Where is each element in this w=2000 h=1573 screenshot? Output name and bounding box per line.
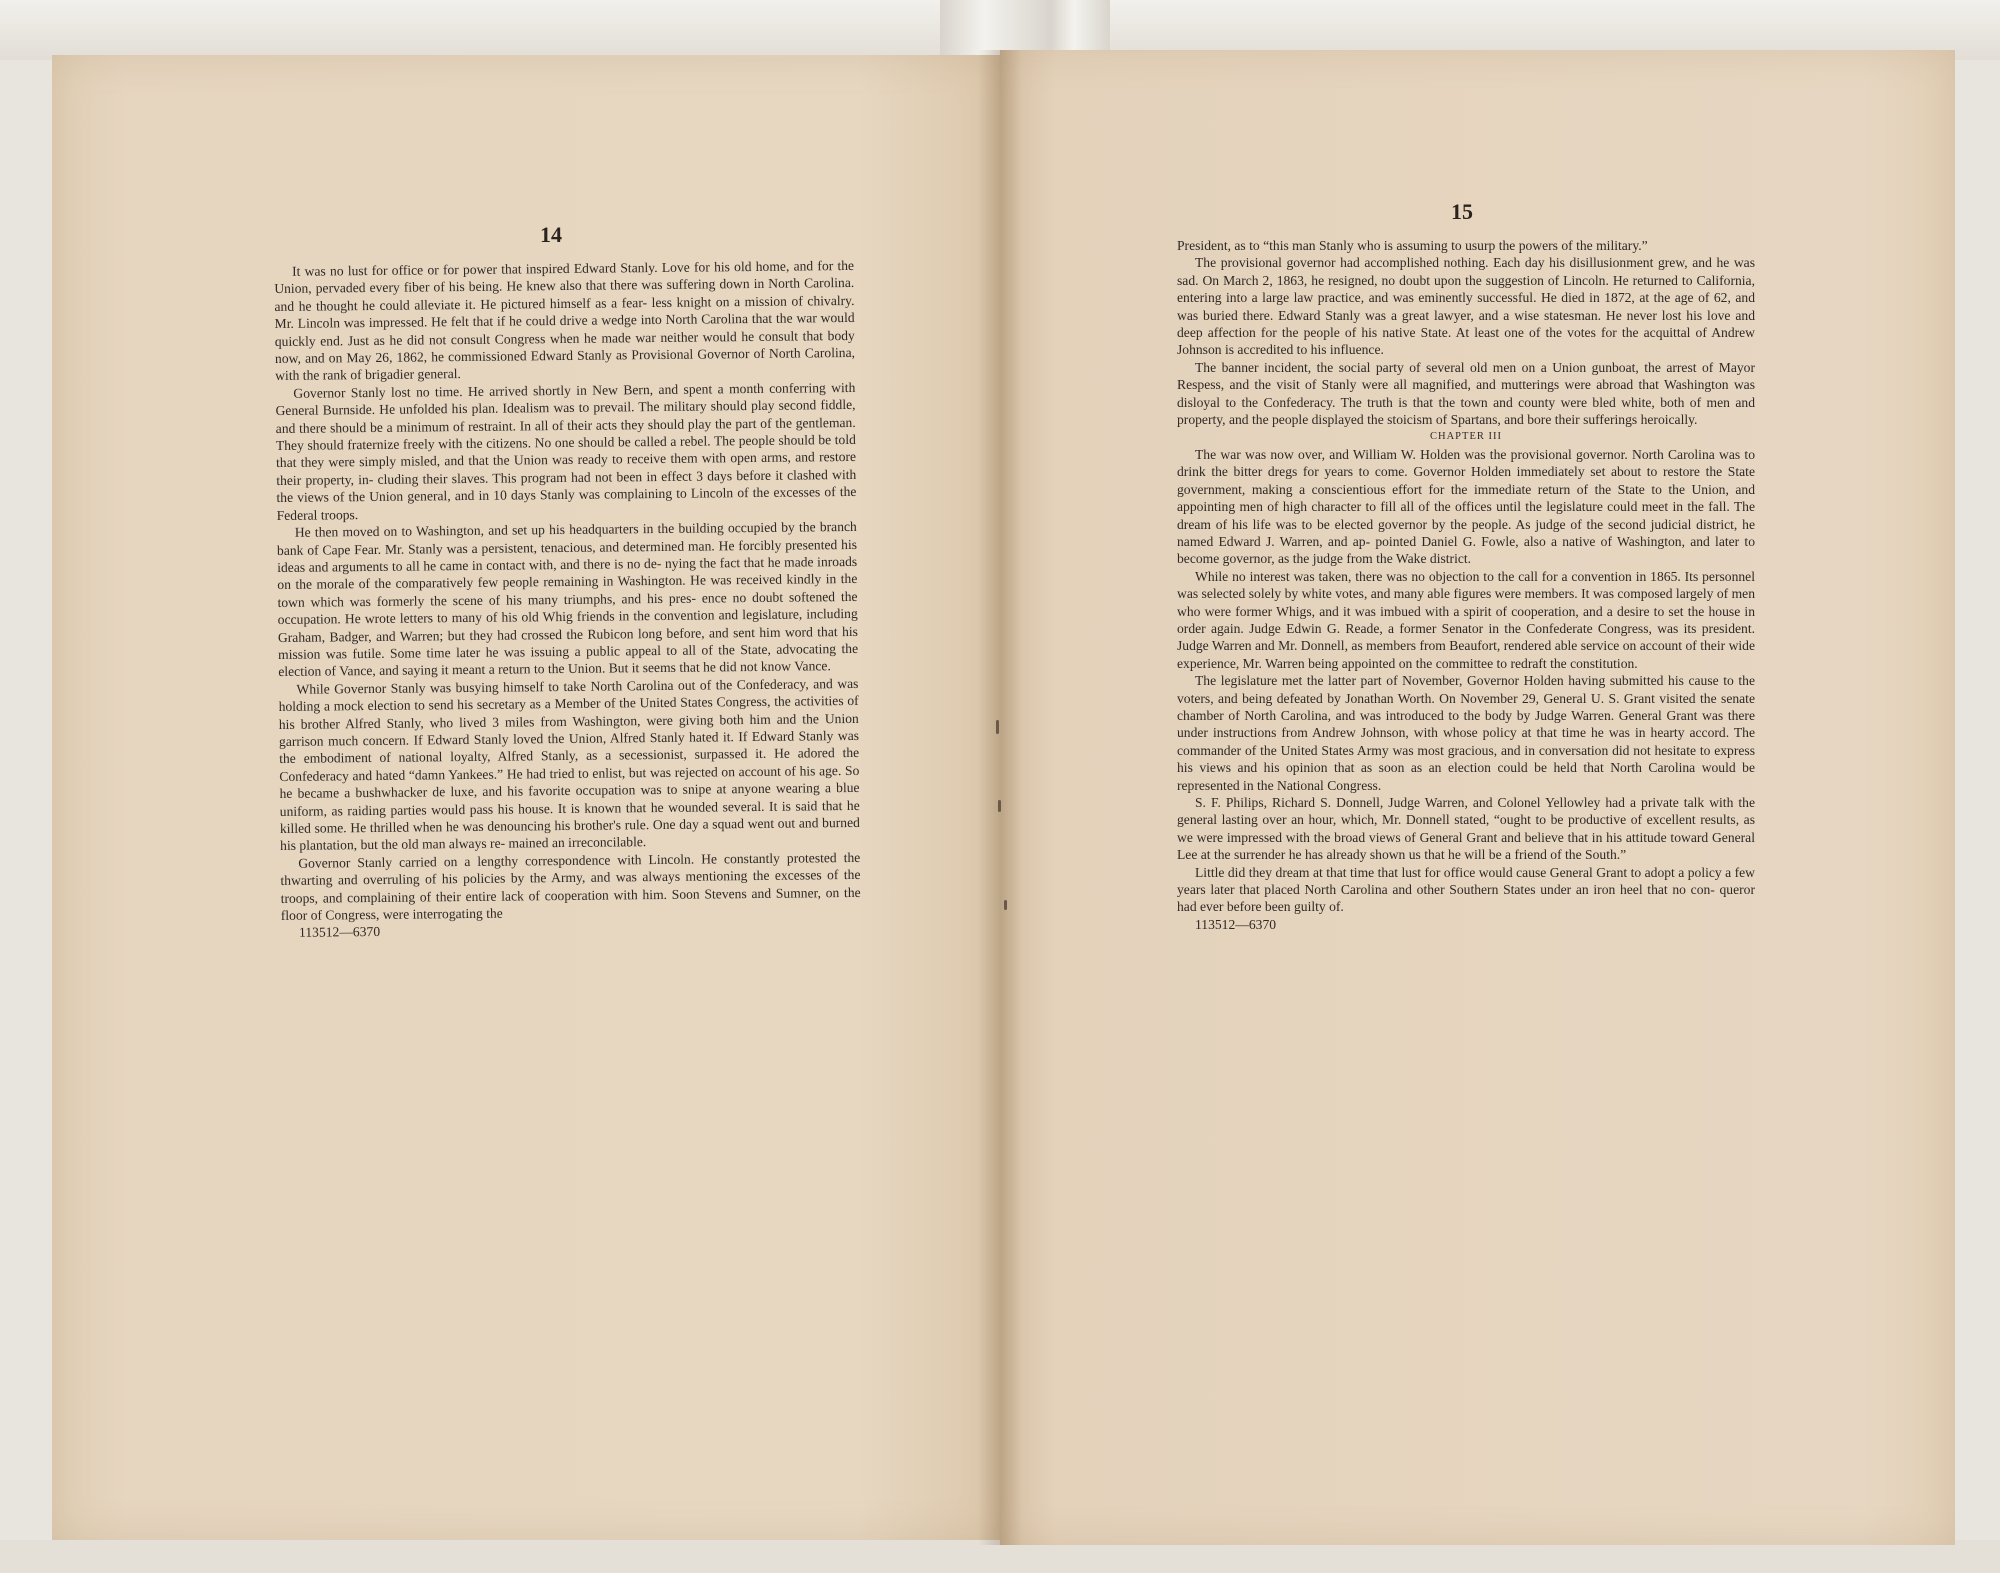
right-page-number: 15 bbox=[1451, 199, 1473, 224]
print-code: 113512—6370 bbox=[298, 924, 381, 941]
paragraph: The banner incident, the social party of several old men on a Union gunboat, the arrest of Mayor Respess, and the visit of Stanly were all magnified, and mutterings were abroad that Washington was disloyal to the Confederacy. The truth is that the town and county were bled white, both of men and property, and the people displayed the stoicism of Spartans, and bore their sufferings heroically. bbox=[1177, 359, 1755, 428]
paragraph: The legislature met the latter part of November, Governor Holden having submitted his cause to the voters, and being defeated by Jonathan Worth. On November 29, General U. S. Grant visited the senate chamber of North Carolina, and was introduced to the body by Judge Warren. General Grant was there under instructions from Andrew Johnson, with whose policy at that time he was in hearty accord. The commander of the United States Army was most gracious, and in conversation did not hesitate to express his views and his opinion that as soon as an election could be held that North Carolina would be represented in the National Congress. bbox=[1177, 673, 1755, 793]
book-gutter bbox=[978, 50, 1022, 1545]
spine-mark bbox=[996, 720, 999, 734]
paragraph: The provisional governor had accomplished nothing. Each day his disillusionment grew, and he was sad. On March 2, 1863, he resigned, no doubt upon the suggestion of Lincoln. He returned to California, entering into a large law practice, and was eminently successful. He died in 1872, at the age of 62, and was buried there. Edward Stanly was a great lawyer, and a wise statesman. He never lost his love and deep affection for the people of his native State. At least one of the votes for the acquittal of Andrew Johnson is accredited to his influence. bbox=[1177, 255, 1755, 358]
paragraph: The war was now over, and William W. Holden was the provisional governor. North Carolina was to drink the bitter dregs for years to come. Governor Holden immediately set about to restore the State government, making a conscientious effort for the immediate return of the State to the Union, and appointing men of high character to fill all of the offices until the legislature could meet in the fall. The dream of his life was to be elected governor by the people. As judge of the second judicial district, he named Edward J. Warren, and ap- pointed Daniel G. Fowle, also a native of Washington, and later to become governor, as the judge from the Wake district. bbox=[1177, 446, 1755, 567]
paragraph: It was no lust for office or for power that inspired Edward Stanly. Love for his old home, and for the Union, pervaded every fiber of his being. He knew also that there was suffering down in North Carolina. and he thought he could alleviate it. He pictured himself as a fear- less knight on a mission of chivalry. Mr. Lincoln was impressed. He felt that if he could drive a wedge into North Carolina that the war would quickly end. Just as he did not consult Congress when he made war neither would he consult that body now, and on May 26, 1862, he commissioned Edward Stanly as Provisional Governor of North Carolina, with the rank of brigadier general. bbox=[274, 257, 856, 384]
paragraph: While Governor Stanly was busying himself to take North Carolina out of the Confederacy, and was holding a mock election to send his secretary as a Member of the United States Congress, the activities of his brother Alfred Stanly, who lived 3 miles from Washington, were giving both him and the Union garrison much concern. If Edward Stanly loved the Union, Alfred Stanly hated it. If Edward Stanly was the embodiment of national loyalty, Alfred Stanly, as a secessionist, surpassed it. He adored the Confederacy and hated “damn Yankees.” He had tried to enlist, but was rejected on account of his age. So he became a bushwhacker de luxe, and his favorite occupation was to snipe at anyone wearing a blue uniform, as raiding parties would pass his house. It is known that he wounded several. It is said that he killed some. He thrilled when he was denouncing his brother's rule. One day a squad went out and burned his plantation, but the old man always re- mained an irreconcilable. bbox=[278, 675, 860, 854]
paragraph: While no interest was taken, there was no objection to the call for a convention in 1865. Its personnel was selected solely by white votes, and many able figures were members. It was composed largely of men who were former Whigs, and it was imbued with a spirit of cooperation, and a desire to set the house in order again. Judge Edwin G. Reade, a former Senator in the Confederate Congress, was its president. Judge Warren and Mr. Donnell, as members from Beaufort, rendered able service on account of their wide experience, Mr. Warren being appointed on the committee to redraft the constitution. bbox=[1177, 568, 1755, 671]
paragraph: He then moved on to Washington, and set up his headquarters in the building occupied by the branch bank of Cape Fear. Mr. Stanly was a persistent, tenacious, and determined man. He forcibly presented his ideas and arguments to all he came in contact with, and there is no de- nying the fact that he made inroads on the morale of the comparatively few people remaining in Washington. He was received kindly in the town which was formerly the scene of his many triumphs, and his pres- ence no doubt softened the occupation. He wrote letters to many of his old Whig friends in the convention and legislature, including Graham, Badger, and Warren; but they had crossed the Rubicon long before, and sent him word that his mission was futile. Some time later he was issuing a public appeal to all of the State, advocating the election of Vance, and saying it meant a return to the Union. But it seems that he did not know Vance. bbox=[276, 519, 859, 680]
paragraph: Governor Stanly lost no time. He arrived shortly in New Bern, and spent a month conferring with General Burnside. He unfolded his plan. Idealism was to prevail. The military should play second fiddle, and there should be a minimum of restraint. In all of their acts they should play the part of the gentleman. They should fraternize freely with the citizens. No one should be called a rebel. The people should be told that they were simply misled, and that the Union was ready to receive them with open arms, and restore their property, in- cluding their slaves. This program had not been in effect 3 days before it clashed with the views of the Union general, and in 10 days Stanly was complaining to Lincoln of the excesses of the Federal troops. bbox=[275, 379, 857, 523]
spine-mark bbox=[1004, 900, 1007, 910]
left-page-text bbox=[274, 257, 861, 942]
left-page-number: 14 bbox=[540, 222, 562, 247]
chapter-heading: CHAPTER III bbox=[1430, 431, 1502, 443]
spine-mark bbox=[998, 800, 1001, 812]
right-page-text bbox=[1177, 237, 1755, 933]
paragraph: President, as to “this man Stanly who is assuming to usurp the powers of the military.” bbox=[1177, 238, 1648, 253]
paragraph: S. F. Philips, Richard S. Donnell, Judge Warren, and Colonel Yellowley had a private talk with the general lasting over an hour, which, Mr. Donnell stated, “ought to be productive of excellent results, as we were impressed with the broad views of General Grant and believe that in his attitude toward General Lee at the surrender he has already shown us that he will be a friend of the South.” bbox=[1177, 795, 1755, 863]
paragraph: Governor Stanly carried on a lengthy correspondence with Lincoln. He constantly protested the thwarting and overruling of his policies by the Army, and was always mentioning the excesses of the troops, and complaining of their entire lack of cooperation with him. Soon Stevens and Sumner, on the floor of Congress, were interrogating the bbox=[280, 849, 861, 923]
paragraph: Little did they dream at that time that lust for office would cause General Grant to adopt a policy a few years later that placed North Carolina and other Southern States under an iron heel that no con- queror had ever before been guilty of. bbox=[1177, 864, 1755, 915]
print-code: 113512—6370 bbox=[1195, 916, 1277, 932]
